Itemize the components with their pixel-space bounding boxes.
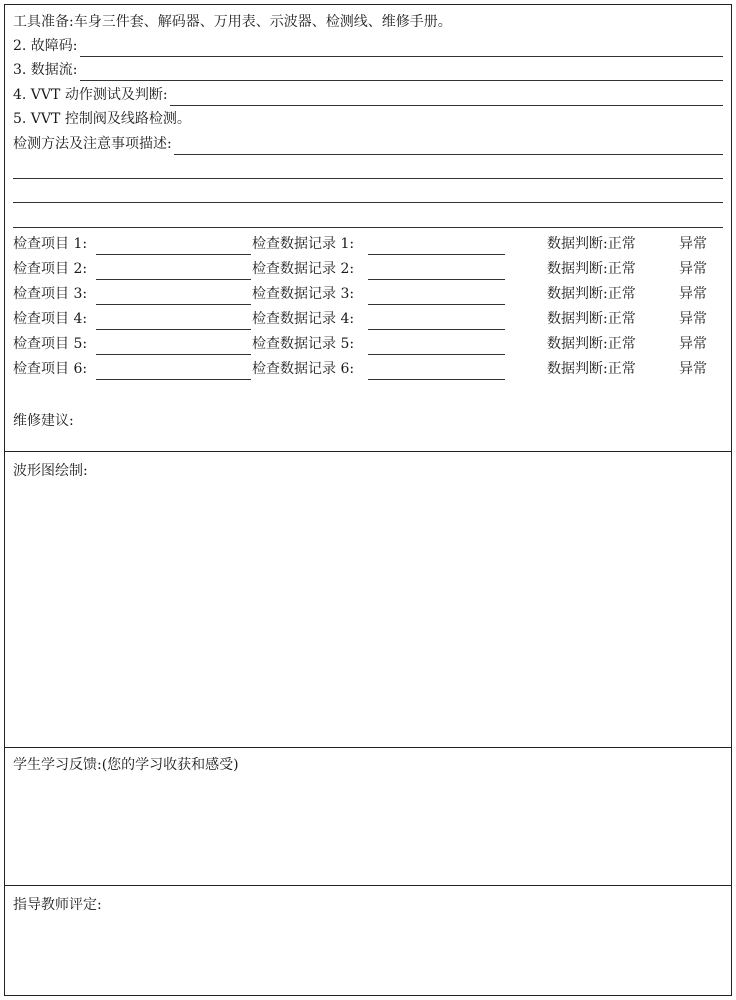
check-item-label: 检查项目 5: xyxy=(13,336,88,352)
teacher-eval-section[interactable] xyxy=(5,885,731,995)
method-blank[interactable] xyxy=(174,153,723,155)
check-judge-abnormal[interactable]: 异常 xyxy=(679,236,707,252)
check-judge-abnormal[interactable]: 异常 xyxy=(679,361,707,377)
fault-code-line xyxy=(13,35,723,57)
check-item-label: 检查项目 3: xyxy=(13,286,88,302)
worksheet-frame xyxy=(4,4,732,996)
check-record-blank[interactable] xyxy=(368,328,505,330)
inspection-section xyxy=(5,5,731,451)
vvt-action-blank[interactable] xyxy=(170,104,723,106)
check-judge-normal[interactable]: 数据判断:正常 xyxy=(547,236,636,252)
check-record-blank[interactable] xyxy=(368,278,505,280)
vvt-action-label: 4. VVT 动作测试及判断: xyxy=(13,87,168,103)
check-row xyxy=(13,258,725,280)
check-record-blank[interactable] xyxy=(368,303,505,305)
method-blank-line-3[interactable] xyxy=(13,202,723,203)
fault-code-blank[interactable] xyxy=(80,55,723,57)
check-item-blank[interactable] xyxy=(96,303,251,305)
check-record-label: 检查数据记录 5: xyxy=(252,336,355,352)
waveform-section[interactable] xyxy=(5,451,731,747)
vvt-valve-line xyxy=(13,108,723,130)
repair-suggestion-label: 维修建议: xyxy=(13,413,74,429)
vvt-action-line xyxy=(13,84,723,106)
check-row xyxy=(13,308,725,330)
check-row xyxy=(13,358,725,380)
tools-line xyxy=(13,11,723,33)
check-judge-abnormal[interactable]: 异常 xyxy=(679,336,707,352)
waveform-label: 波形图绘制: xyxy=(13,463,88,479)
check-judge-normal[interactable]: 数据判断:正常 xyxy=(547,361,636,377)
check-item-blank[interactable] xyxy=(96,353,251,355)
data-stream-label: 3. 数据流: xyxy=(13,62,78,78)
data-stream-blank[interactable] xyxy=(80,79,723,81)
tools-text: 工具准备:车身三件套、解码器、万用表、示波器、检测线、维修手册。 xyxy=(13,14,452,30)
check-record-label: 检查数据记录 3: xyxy=(252,286,355,302)
check-judge-normal[interactable]: 数据判断:正常 xyxy=(547,286,636,302)
check-item-label: 检查项目 2: xyxy=(13,261,88,277)
check-record-blank[interactable] xyxy=(368,378,505,380)
check-item-blank[interactable] xyxy=(96,328,251,330)
data-stream-line xyxy=(13,59,723,81)
student-feedback-label: 学生学习反馈:(您的学习收获和感受) xyxy=(13,757,239,773)
check-judge-normal[interactable]: 数据判断:正常 xyxy=(547,336,636,352)
method-blank-line-4[interactable] xyxy=(13,227,723,228)
check-judge-normal[interactable]: 数据判断:正常 xyxy=(547,261,636,277)
check-row xyxy=(13,333,725,355)
check-judge-abnormal[interactable]: 异常 xyxy=(679,261,707,277)
check-record-label: 检查数据记录 1: xyxy=(252,236,355,252)
check-record-label: 检查数据记录 4: xyxy=(252,311,355,327)
fault-code-label: 2. 故障码: xyxy=(13,38,78,54)
check-item-blank[interactable] xyxy=(96,378,251,380)
check-item-label: 检查项目 6: xyxy=(13,361,88,377)
check-record-label: 检查数据记录 2: xyxy=(252,261,355,277)
check-record-label: 检查数据记录 6: xyxy=(252,361,355,377)
check-record-blank[interactable] xyxy=(368,353,505,355)
method-label: 检测方法及注意事项描述: xyxy=(13,136,172,152)
check-row xyxy=(13,283,725,305)
check-judge-abnormal[interactable]: 异常 xyxy=(679,286,707,302)
check-row xyxy=(13,233,725,255)
check-item-blank[interactable] xyxy=(96,278,251,280)
check-judge-abnormal[interactable]: 异常 xyxy=(679,311,707,327)
method-line xyxy=(13,133,723,155)
student-feedback-section[interactable] xyxy=(5,747,731,885)
teacher-eval-label: 指导教师评定: xyxy=(13,897,102,913)
method-blank-line-2[interactable] xyxy=(13,178,723,179)
check-item-label: 检查项目 1: xyxy=(13,236,88,252)
check-judge-normal[interactable]: 数据判断:正常 xyxy=(547,311,636,327)
check-record-blank[interactable] xyxy=(368,253,505,255)
vvt-valve-text: 5. VVT 控制阀及线路检测。 xyxy=(13,111,191,127)
check-item-label: 检查项目 4: xyxy=(13,311,88,327)
check-item-blank[interactable] xyxy=(96,253,251,255)
